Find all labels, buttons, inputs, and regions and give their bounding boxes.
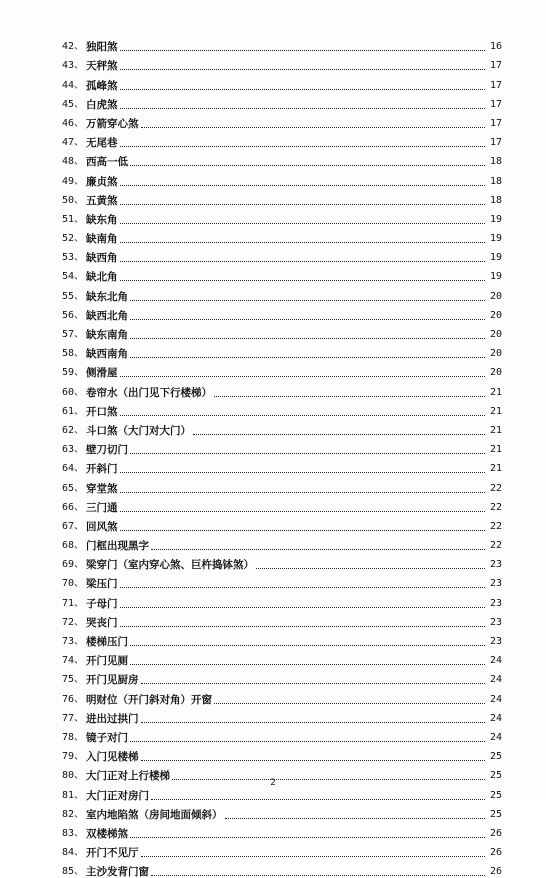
toc-entry-page: 24 [489, 655, 502, 667]
toc-entry [62, 648, 502, 667]
toc-entry-page: 19 [489, 252, 502, 264]
toc-entry-title: 万箭穿心煞 [86, 117, 139, 130]
toc-entry-page: 23 [489, 597, 502, 609]
dot-leader [130, 338, 485, 339]
dot-leader [120, 108, 485, 109]
toc-entry-page: 20 [489, 367, 502, 379]
dot-leader [141, 856, 485, 857]
toc-entry-page: 20 [489, 348, 502, 360]
toc-entry [62, 456, 502, 475]
toc-entry-number: 80、 [62, 770, 85, 782]
toc-entry-number: 78、 [62, 731, 85, 743]
toc-entry-number: 51、 [62, 213, 85, 225]
toc-entry-page: 22 [489, 540, 502, 552]
toc-entry-number: 53、 [62, 252, 85, 264]
toc-entry-number: 54、 [62, 271, 85, 283]
toc-entry-number: 59、 [62, 367, 85, 379]
toc-entry-number: 77、 [62, 712, 85, 724]
toc-entry-title: 入门见楼梯 [86, 751, 139, 764]
toc-entry-page: 17 [489, 117, 502, 129]
dot-leader [214, 396, 485, 397]
toc-entry-number: 81、 [62, 789, 85, 801]
page-number: 2 [270, 778, 276, 788]
toc-entry-number: 63、 [62, 444, 85, 456]
toc-entry-title: 缺北角 [86, 271, 118, 284]
toc-entry-page: 23 [489, 578, 502, 590]
dot-leader [120, 530, 485, 531]
dot-leader [120, 511, 485, 512]
dot-leader [120, 185, 485, 186]
dot-leader [130, 165, 485, 166]
toc-entry-page: 20 [489, 290, 502, 302]
toc-entry-number: 60、 [62, 386, 85, 398]
toc-entry-title: 缺西角 [86, 252, 118, 265]
toc-entry-number: 62、 [62, 424, 85, 436]
dot-leader [120, 415, 485, 416]
toc-entry-number: 76、 [62, 693, 85, 705]
dot-leader [120, 280, 485, 281]
toc-entry-number: 45、 [62, 98, 85, 110]
toc-entry-number: 70、 [62, 578, 85, 590]
toc-entry-title: 廉贞煞 [86, 175, 118, 188]
toc-entry-page: 25 [489, 770, 502, 782]
toc-entry-title: 缺南角 [86, 233, 118, 246]
toc-entry-page: 19 [489, 233, 502, 245]
toc-entry-title: 开口煞 [86, 405, 118, 418]
toc-entry-title: 开门不见厅 [86, 847, 139, 860]
toc-entry [62, 53, 502, 72]
dot-leader [225, 818, 485, 819]
toc-entry-number: 83、 [62, 827, 85, 839]
dot-leader [120, 223, 485, 224]
toc-entry-number: 66、 [62, 501, 85, 513]
toc-entry-title: 进出过拱门 [86, 712, 139, 725]
dot-leader [193, 434, 485, 435]
toc-entry-title: 西高一低 [86, 156, 129, 169]
toc-entry-title: 独阳煞 [86, 41, 118, 54]
toc-entry-page: 25 [489, 808, 502, 820]
toc-entry-page: 26 [489, 866, 502, 878]
toc-entry-title: 梁穿门（室内穿心煞、巨杵捣钵煞） [86, 559, 255, 572]
dot-leader [120, 50, 485, 51]
dot-leader [130, 319, 485, 320]
toc-entry [62, 821, 502, 840]
toc-entry-page: 23 [489, 616, 502, 628]
dot-leader [120, 242, 485, 243]
dot-leader [120, 89, 485, 90]
table-of-contents [62, 34, 502, 878]
toc-entry-number: 71、 [62, 597, 85, 609]
toc-entry [62, 207, 502, 226]
toc-entry [62, 475, 502, 494]
dot-leader [151, 549, 485, 550]
toc-entry-title: 哭丧门 [86, 616, 118, 629]
toc-entry [62, 802, 502, 821]
toc-entry-page: 24 [489, 712, 502, 724]
toc-entry [62, 245, 502, 264]
toc-entry-page: 24 [489, 674, 502, 686]
toc-entry-title: 三门通 [86, 501, 118, 514]
toc-entry [62, 590, 502, 609]
toc-entry-title: 大门正对房门 [86, 789, 150, 802]
toc-entry-number: 47、 [62, 137, 85, 149]
toc-entry-page: 17 [489, 60, 502, 72]
toc-entry-number: 52、 [62, 233, 85, 245]
toc-entry [62, 168, 502, 187]
toc-entry-number: 55、 [62, 290, 85, 302]
dot-leader [141, 722, 485, 723]
toc-entry-page: 21 [489, 386, 502, 398]
toc-entry-title: 斗口煞（大门对大门） [86, 424, 192, 437]
toc-entry-page: 18 [489, 156, 502, 168]
toc-entry-page: 24 [489, 731, 502, 743]
dot-leader [120, 204, 485, 205]
toc-entry [62, 629, 502, 648]
dot-leader [130, 741, 485, 742]
toc-entry [62, 149, 502, 168]
toc-entry [62, 667, 502, 686]
toc-entry-title: 明财位（开门斜对角）开窗 [86, 693, 213, 706]
toc-entry [62, 341, 502, 360]
toc-entry-page: 25 [489, 751, 502, 763]
toc-entry [62, 92, 502, 111]
dot-leader [120, 69, 485, 70]
toc-entry-page: 23 [489, 636, 502, 647]
dot-leader [120, 146, 485, 147]
dot-leader [141, 760, 485, 761]
toc-entry [62, 418, 502, 437]
toc-entry-page: 26 [489, 827, 502, 839]
toc-entry-page: 16 [489, 41, 502, 53]
toc-entry-number: 69、 [62, 559, 85, 571]
toc-entry-title: 开门见厨房 [86, 674, 139, 687]
dot-leader [214, 703, 485, 704]
toc-entry [62, 495, 502, 514]
dot-leader [120, 261, 485, 262]
toc-entry-page: 26 [489, 847, 502, 859]
toc-entry-number: 46、 [62, 117, 85, 129]
toc-entry-title: 缺东南角 [86, 329, 129, 341]
toc-entry-page: 18 [489, 175, 502, 187]
dot-leader [130, 837, 485, 838]
toc-entry-number: 79、 [62, 751, 85, 763]
dot-leader [120, 587, 485, 588]
toc-entry [62, 686, 502, 705]
toc-entry [62, 533, 502, 552]
toc-entry [62, 360, 502, 379]
toc-entry [62, 322, 502, 341]
toc-entry-page: 21 [489, 444, 502, 456]
toc-entry-page: 20 [489, 309, 502, 321]
toc-entry [62, 303, 502, 322]
toc-entry-title: 穿堂煞 [86, 482, 118, 495]
toc-entry-title: 缺东角 [86, 213, 118, 226]
toc-entry-title: 缺西南角 [86, 348, 129, 361]
toc-entry-title: 门框出现黑字 [86, 540, 150, 553]
toc-entry [62, 226, 502, 245]
toc-entry-title: 无尾巷 [86, 137, 118, 150]
toc-entry-page: 24 [489, 693, 502, 705]
toc-entry-title: 孤峰煞 [86, 79, 118, 92]
dot-leader [141, 683, 485, 684]
toc-entry-title: 侧滑屋 [86, 367, 118, 380]
toc-entry-number: 56、 [62, 309, 85, 321]
toc-entry-page: 22 [489, 501, 502, 513]
toc-entry-title: 梁压门 [86, 578, 118, 591]
toc-entry-number: 58、 [62, 348, 85, 360]
toc-entry-title: 壁刀切门 [86, 444, 129, 457]
toc-entry-title: 室内地陷煞（房间地面倾斜） [86, 808, 223, 821]
toc-entry-page: 19 [489, 213, 502, 225]
toc-entry-number: 44、 [62, 79, 85, 91]
toc-entry-number: 67、 [62, 520, 85, 532]
toc-entry-title: 缺东北角 [86, 290, 129, 303]
toc-entry-page: 21 [489, 405, 502, 417]
toc-entry [62, 264, 502, 283]
dot-leader [120, 492, 485, 493]
toc-entry-number: 50、 [62, 194, 85, 206]
dot-leader [141, 127, 485, 128]
toc-entry-number: 73、 [62, 636, 85, 647]
toc-entry [62, 399, 502, 418]
toc-entry [62, 725, 502, 744]
toc-entry-page: 25 [489, 789, 502, 801]
toc-entry [62, 744, 502, 763]
toc-entry-title: 大门正对上行楼梯 [86, 770, 171, 783]
toc-entry-page: 17 [489, 137, 502, 149]
dot-leader [130, 664, 485, 665]
toc-entry-number: 49、 [62, 175, 85, 187]
toc-entry-title: 双楼梯煞 [86, 827, 129, 840]
toc-entry [62, 379, 502, 398]
toc-entry-title: 缺西北角 [86, 309, 129, 322]
toc-entry [62, 283, 502, 302]
toc-entry [62, 571, 502, 590]
dot-leader [151, 799, 485, 800]
toc-entry-number: 75、 [62, 674, 85, 686]
dot-leader [120, 376, 485, 377]
toc-entry-title: 主沙发背门窗 [86, 866, 150, 878]
toc-entry [62, 514, 502, 533]
toc-entry-title: 卷帘水（出门见下行楼梯） [86, 386, 213, 399]
dot-leader [120, 626, 485, 627]
toc-entry [62, 706, 502, 725]
toc-entry [62, 188, 502, 207]
toc-entry [62, 34, 502, 53]
dot-leader [130, 645, 485, 646]
toc-entry-number: 85、 [62, 866, 85, 878]
toc-entry-title: 回风煞 [86, 520, 118, 533]
toc-entry-title: 子母门 [86, 597, 118, 610]
toc-entry-title: 五黄煞 [86, 194, 118, 207]
toc-entry-page: 22 [489, 482, 502, 494]
toc-entry-page: 19 [489, 271, 502, 283]
toc-entry [62, 610, 502, 629]
toc-entry-number: 84、 [62, 847, 85, 859]
dot-leader [256, 568, 485, 569]
toc-entry-page: 17 [489, 79, 502, 91]
toc-entry [62, 552, 502, 571]
toc-entry-number: 61、 [62, 405, 85, 417]
dot-leader [120, 607, 485, 608]
toc-entry-page: 18 [489, 194, 502, 206]
toc-entry [62, 111, 502, 130]
toc-entry-number: 48、 [62, 156, 85, 168]
toc-entry [62, 72, 502, 91]
toc-entry-page: 17 [489, 98, 502, 110]
toc-entry-title: 镜子对门 [86, 731, 129, 744]
toc-entry [62, 130, 502, 149]
toc-entry-number: 72、 [62, 616, 85, 628]
toc-entry-number: 82、 [62, 808, 85, 820]
toc-entry-title: 开斜门 [86, 463, 118, 476]
dot-leader [120, 472, 485, 473]
toc-entry-title: 开门见厕 [86, 655, 129, 668]
toc-entry-number: 74、 [62, 655, 85, 667]
dot-leader [130, 453, 485, 454]
toc-entry-title: 白虎煞 [86, 98, 118, 111]
toc-entry [62, 840, 502, 859]
toc-entry [62, 859, 502, 878]
toc-entry-number: 64、 [62, 463, 85, 475]
toc-entry-number: 65、 [62, 482, 85, 494]
toc-entry-number: 42、 [62, 41, 85, 53]
toc-entry-page: 23 [489, 559, 502, 571]
toc-entry-page: 22 [489, 520, 502, 532]
toc-entry-page: 21 [489, 424, 502, 436]
toc-entry-title: 楼梯压门 [86, 636, 129, 648]
toc-entry-number: 57、 [62, 329, 85, 340]
dot-leader [130, 357, 485, 358]
toc-entry-number: 43、 [62, 60, 85, 72]
toc-entry-page: 20 [489, 329, 502, 340]
toc-entry-page: 21 [489, 463, 502, 475]
toc-entry [62, 437, 502, 456]
toc-entry-number: 68、 [62, 540, 85, 552]
toc-entry-title: 天秤煞 [86, 60, 118, 73]
dot-leader [151, 875, 485, 876]
dot-leader [130, 300, 485, 301]
